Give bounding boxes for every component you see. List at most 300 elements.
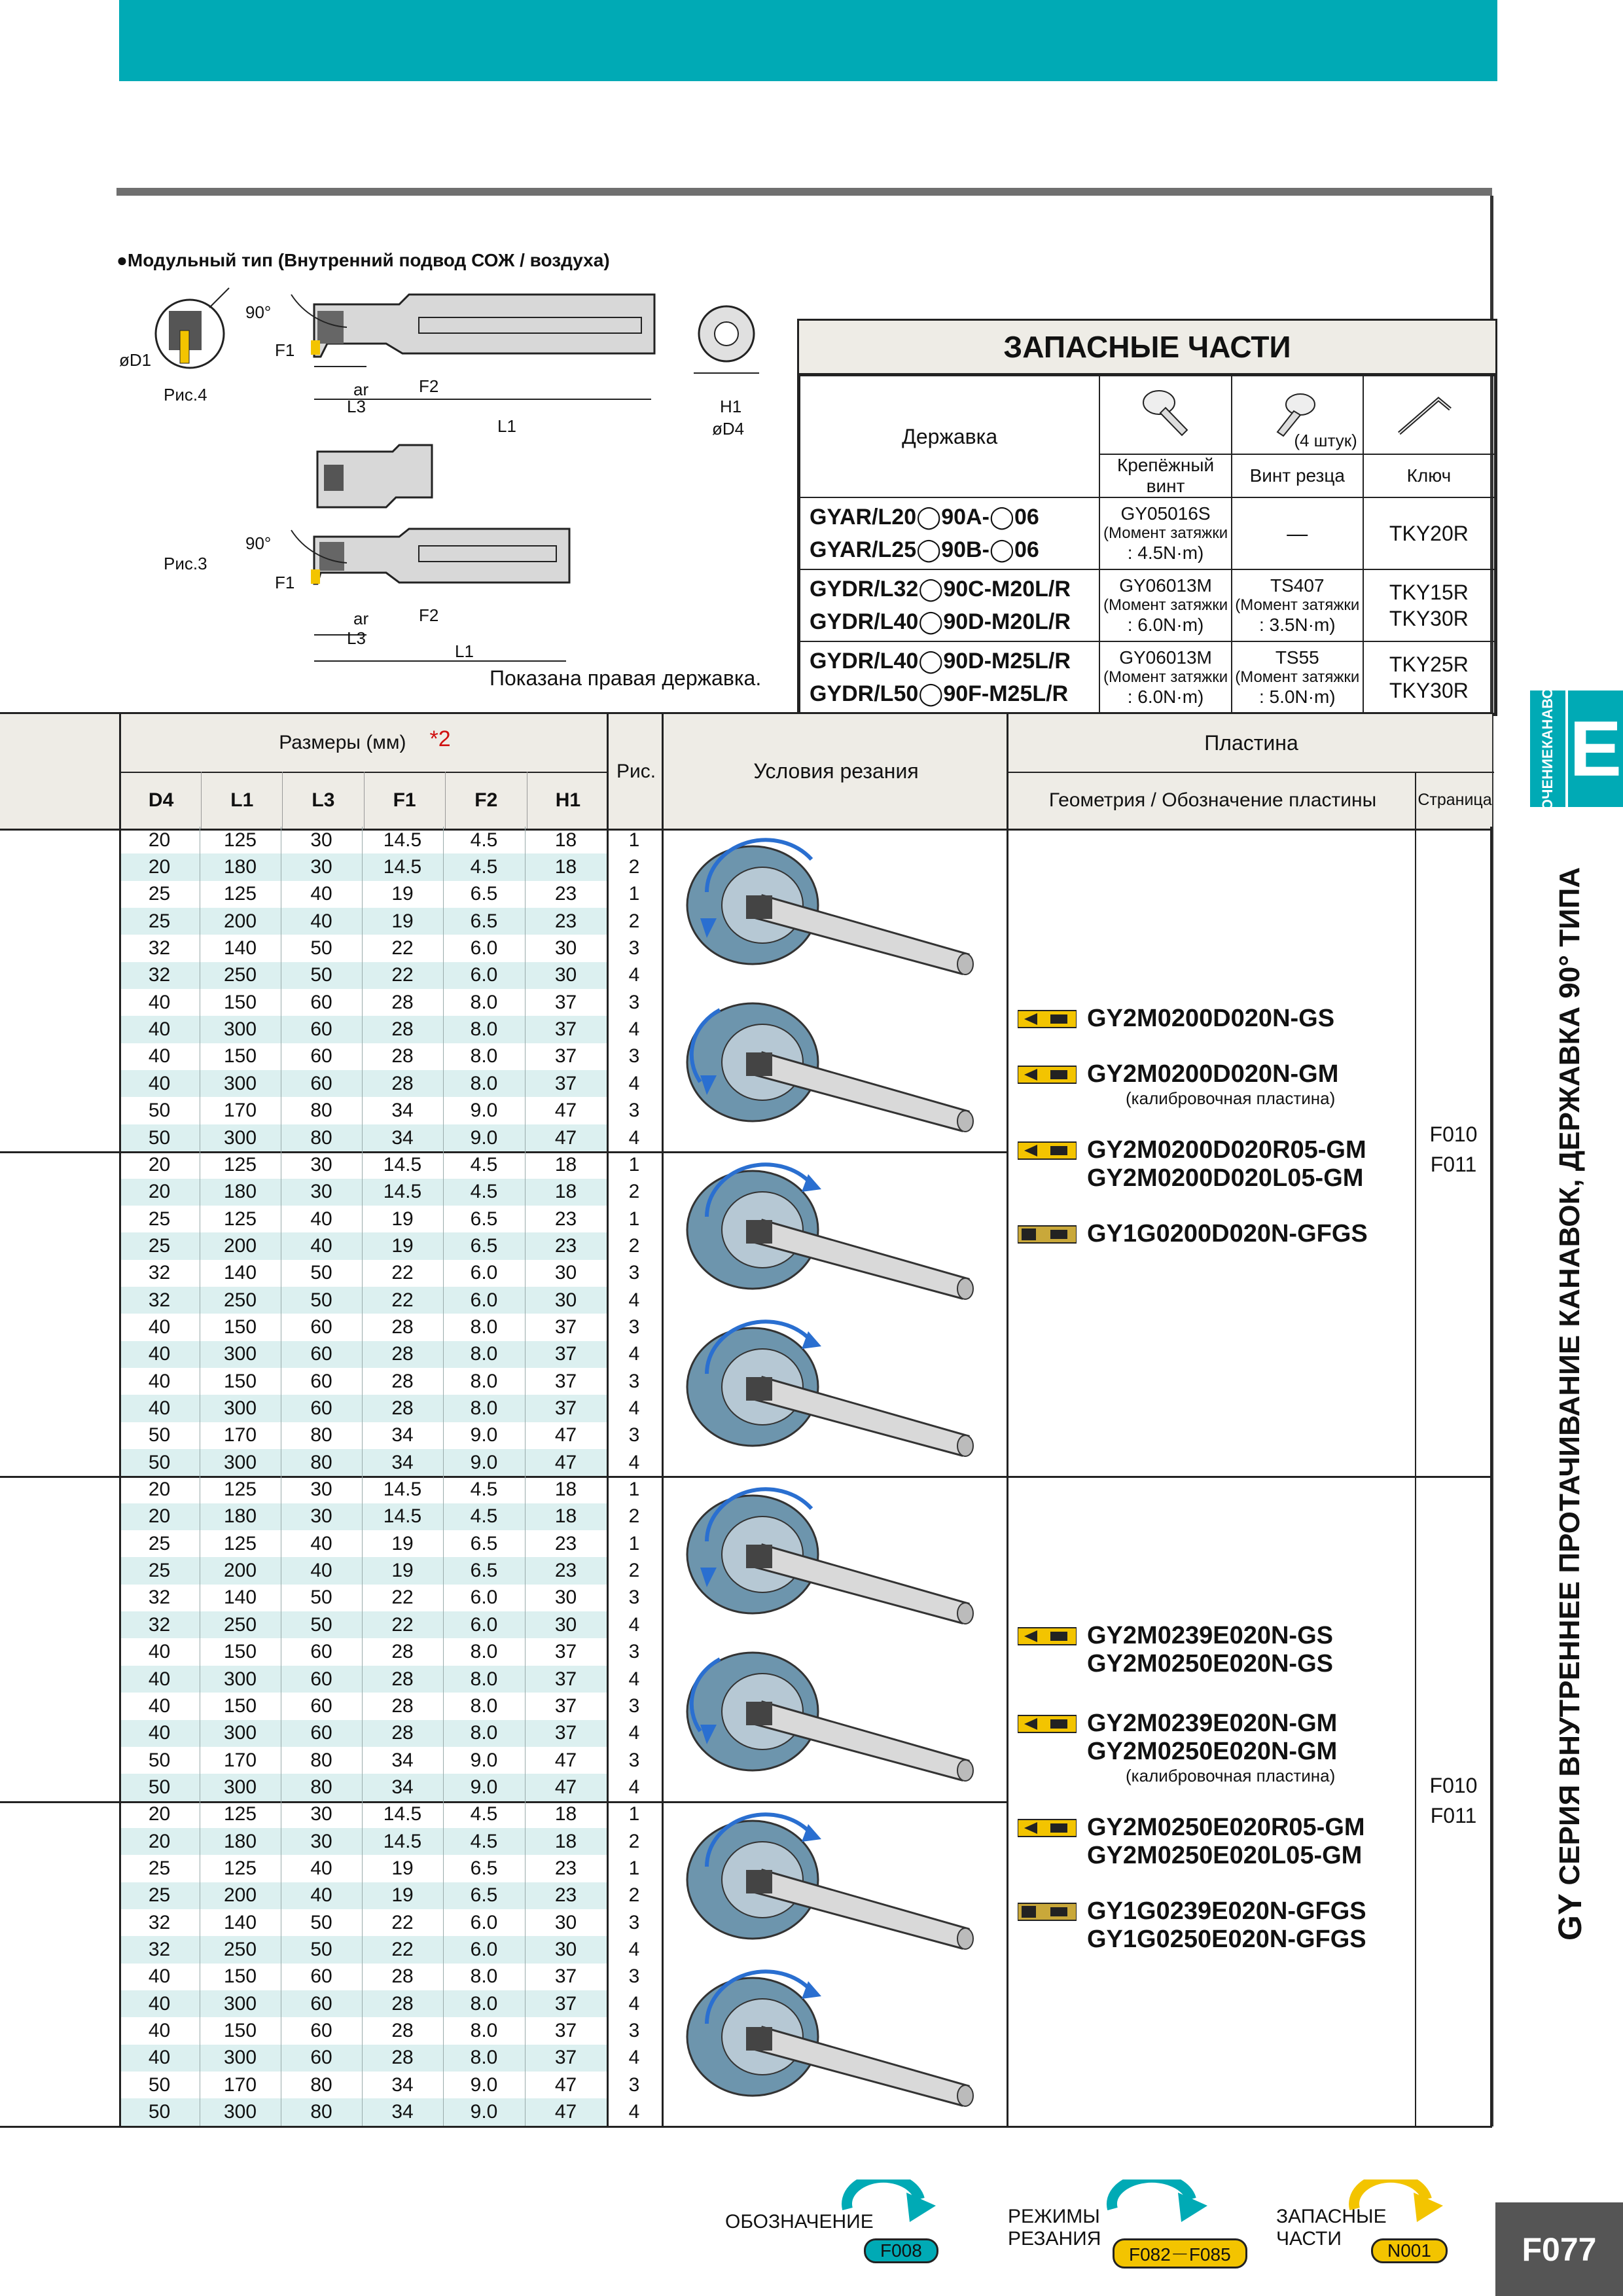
dim-cell: 150 xyxy=(223,1045,257,1067)
insert-group-divider xyxy=(1007,1476,1492,1478)
dim-cell: 60 xyxy=(310,1965,332,1988)
dim-cell: 28 xyxy=(391,1992,414,2015)
holder-drawings xyxy=(111,281,798,700)
dim-cell: 22 xyxy=(391,1587,414,1609)
dim-cell: 8.0 xyxy=(470,2020,498,2042)
dim-cell: 125 xyxy=(223,1803,257,1825)
dim-cell: 140 xyxy=(223,1911,257,1933)
torque-value: : 5.0N·m) xyxy=(1258,687,1336,707)
dim-cell: 20 xyxy=(148,829,171,851)
dim-cell: 6.5 xyxy=(470,910,498,932)
dim-cell: 40 xyxy=(148,1072,171,1094)
designation-page-link[interactable]: F008 xyxy=(864,2238,938,2263)
dim-cell: 8.0 xyxy=(470,1072,498,1094)
page-header: Страница xyxy=(1415,772,1493,829)
section-tab-text: ТОЧЕНИЕ КАНАВОК xyxy=(1530,691,1565,807)
torque-note: (Момент затяжки xyxy=(1235,668,1360,686)
fig-cell: 2 xyxy=(628,1505,640,1528)
fig4-end-view xyxy=(156,288,229,368)
dims-header: Размеры (мм) *2 xyxy=(119,714,609,773)
fig-cell: 4 xyxy=(628,964,640,986)
section-divider xyxy=(116,188,1492,196)
holder-code: GYDR/L40◯90D-M20L/R xyxy=(810,609,1071,634)
dim-cell: 23 xyxy=(554,1560,577,1582)
dim-cell: 8.0 xyxy=(470,1722,498,1744)
dim-cell: 37 xyxy=(554,1397,577,1420)
dim-cell: 40 xyxy=(310,910,332,932)
insert-item: GY2M0200D020R05-GM xyxy=(1018,1136,1410,1164)
dim-cell: 23 xyxy=(554,1532,577,1554)
dim-cell: 28 xyxy=(391,991,414,1013)
dim-cell: 9.0 xyxy=(470,1126,498,1149)
dim-cell: 30 xyxy=(310,1181,332,1203)
d1-label: øD1 xyxy=(119,350,152,370)
insert-list-group-2 xyxy=(1018,1622,1410,1954)
dim-cell: 18 xyxy=(554,1830,577,1852)
cutting-condition-icon xyxy=(681,1315,995,1465)
angle-label-fig3: 90° xyxy=(245,533,272,553)
dim-cell: 37 xyxy=(554,1316,577,1338)
insert-gs-icon xyxy=(1018,1625,1077,1647)
fig-cell: 3 xyxy=(628,1587,640,1609)
dim-cell: 47 xyxy=(554,1749,577,1771)
dim-cell: 170 xyxy=(223,1100,257,1122)
dim-cell: 60 xyxy=(310,1018,332,1041)
dim-cell: 14.5 xyxy=(383,1479,422,1501)
fig-cell: 3 xyxy=(628,991,640,1013)
fig-cell: 1 xyxy=(628,1208,640,1230)
dim-cell: 60 xyxy=(310,1072,332,1094)
dim-cell: 22 xyxy=(391,937,414,960)
dim-cell: 6.5 xyxy=(470,883,498,905)
col-header-clamp-screw: Крепёжный винт xyxy=(1099,454,1231,497)
dim-cell: 150 xyxy=(223,1965,257,1988)
fig-cell: 4 xyxy=(628,2047,640,2069)
geometry-header: Геометрия / Обозначение пластины xyxy=(1007,772,1417,829)
dims-subheader xyxy=(119,772,609,829)
dim-cell: 22 xyxy=(391,1289,414,1311)
section-title: ●Модульный тип (Внутренний подвод СОЖ / воздуха) xyxy=(116,250,610,270)
right-holder-note: Показана правая державка. xyxy=(490,666,762,690)
dim-cell: 60 xyxy=(310,1722,332,1744)
dim-cell: 6.5 xyxy=(470,1208,498,1230)
dim-cell: 25 xyxy=(148,1560,171,1582)
dim-cell: 60 xyxy=(310,1641,332,1663)
fig-cell: 2 xyxy=(628,1181,640,1203)
dim-cell: 14.5 xyxy=(383,1505,422,1528)
dim-cell: 32 xyxy=(148,937,171,960)
page-ref-group-2: F010 F011 xyxy=(1429,1774,1478,1827)
dim-cell: 300 xyxy=(223,1397,257,1420)
dim-cell: 50 xyxy=(310,1289,332,1311)
designation-label: ОБОЗНАЧЕНИЕ xyxy=(725,2211,874,2233)
dim-cell: 4.5 xyxy=(470,1181,498,1203)
insert-item: GY2M0239E020N-GS xyxy=(1018,1622,1410,1650)
torque-value: : 6.0N·m) xyxy=(1127,687,1204,707)
dim-cell: 180 xyxy=(223,1181,257,1203)
insert-item: GY2M0250E020R05-GM xyxy=(1018,1814,1410,1842)
fig-cell: 4 xyxy=(628,1072,640,1094)
dim-cell: 14.5 xyxy=(383,1181,422,1203)
dim-cell: 8.0 xyxy=(470,1992,498,2015)
dim-cell: 4.5 xyxy=(470,1153,498,1175)
dim-cell: 20 xyxy=(148,856,171,878)
dim-cell: 22 xyxy=(391,964,414,986)
dim-cell: 9.0 xyxy=(470,1100,498,1122)
modes-page-link[interactable]: F082－F085 xyxy=(1113,2238,1247,2269)
dim-cell: 300 xyxy=(223,1126,257,1149)
dim-cell: 18 xyxy=(554,1505,577,1528)
dim-cell: 18 xyxy=(554,1803,577,1825)
dim-cell: 23 xyxy=(554,883,577,905)
insert-gm-r-icon xyxy=(1018,1817,1077,1839)
dim-cell: 300 xyxy=(223,1343,257,1365)
dim-cell: 140 xyxy=(223,1262,257,1284)
spare-parts-grid xyxy=(799,375,1495,714)
col-f2: F2 xyxy=(446,772,527,829)
dim-cell: 18 xyxy=(554,1479,577,1501)
dim-cell: 50 xyxy=(148,1100,171,1122)
shank-end-view xyxy=(694,306,759,373)
cutting-condition-icon xyxy=(681,833,995,984)
dim-cell: 19 xyxy=(391,1532,414,1554)
dim-cell: 30 xyxy=(554,1587,577,1609)
dim-cell: 28 xyxy=(391,1045,414,1067)
dim-cell: 37 xyxy=(554,2020,577,2042)
dim-cell: 20 xyxy=(148,1505,171,1528)
spare-page-link[interactable]: N001 xyxy=(1371,2238,1448,2263)
dim-cell: 47 xyxy=(554,2073,577,2096)
fig-cell: 4 xyxy=(628,1343,640,1365)
dim-cell: 30 xyxy=(554,1613,577,1636)
dim-cell: 25 xyxy=(148,1857,171,1879)
ar-label-fig3: ar xyxy=(353,609,369,628)
dim-cell: 150 xyxy=(223,2020,257,2042)
dim-cell: 19 xyxy=(391,1234,414,1257)
dim-cell: 6.0 xyxy=(470,1262,498,1284)
insert-gs-icon xyxy=(1018,1008,1077,1030)
fig-cell: 4 xyxy=(628,1722,640,1744)
dim-cell: 32 xyxy=(148,1289,171,1311)
dim-cell: 37 xyxy=(554,1695,577,1717)
dim-cell: 60 xyxy=(310,2020,332,2042)
dim-cell: 14.5 xyxy=(383,856,422,878)
f1-label-fig4: F1 xyxy=(275,340,295,360)
fig-cell: 1 xyxy=(628,883,640,905)
fig-cell: 4 xyxy=(628,1397,640,1420)
dim-cell: 19 xyxy=(391,1884,414,1907)
fig-cell: 3 xyxy=(628,1262,640,1284)
dim-cell: 8.0 xyxy=(470,991,498,1013)
insert-gm-icon xyxy=(1018,1064,1077,1086)
dim-cell: 150 xyxy=(223,991,257,1013)
holder-header: Державка xyxy=(800,376,1099,497)
fig-cell: 3 xyxy=(628,2073,640,2096)
dim-cell: 4.5 xyxy=(470,829,498,851)
dim-cell: 300 xyxy=(223,2047,257,2069)
col-header-cutter-screw: Винт резца xyxy=(1232,454,1363,497)
dim-cell: 170 xyxy=(223,1749,257,1771)
holder-code: GYDR/L50◯90F-M25L/R xyxy=(810,681,1069,706)
fig4-side-view xyxy=(291,295,654,399)
dim-cell: 40 xyxy=(148,1045,171,1067)
dim-cell: 40 xyxy=(148,1343,171,1365)
fig3-label: Рис.3 xyxy=(164,554,207,573)
dim-cell: 150 xyxy=(223,1641,257,1663)
dim-cell: 4.5 xyxy=(470,1803,498,1825)
dim-cell: 34 xyxy=(391,2073,414,2096)
key-code: TKY25R xyxy=(1389,653,1469,676)
dim-cell: 23 xyxy=(554,1884,577,1907)
torque-value: : 3.5N·m) xyxy=(1258,615,1336,635)
dim-cell: 40 xyxy=(310,1560,332,1582)
dim-cell: 300 xyxy=(223,1451,257,1473)
dim-cell: 28 xyxy=(391,1641,414,1663)
fig-cell: 1 xyxy=(628,829,640,851)
fig-cell: 4 xyxy=(628,1018,640,1041)
dim-cell: 125 xyxy=(223,1532,257,1554)
cutter-screw-code: — xyxy=(1232,497,1363,569)
key-code: TKY15R xyxy=(1389,581,1469,604)
col-h1: H1 xyxy=(555,789,581,811)
dim-cell: 50 xyxy=(148,1126,171,1149)
l1-label-fig4: L1 xyxy=(497,416,516,436)
dim-cell: 34 xyxy=(391,1749,414,1771)
designation-arrow-icon xyxy=(841,2179,939,2232)
dim-cell: 32 xyxy=(148,1262,171,1284)
dim-cell: 6.0 xyxy=(470,1939,498,1961)
dim-cell: 8.0 xyxy=(470,1343,498,1365)
dim-cell: 34 xyxy=(391,1424,414,1446)
dim-cell: 37 xyxy=(554,1045,577,1067)
f2-label-fig4: F2 xyxy=(419,376,439,396)
dim-cell: 23 xyxy=(554,910,577,932)
dim-cell: 60 xyxy=(310,991,332,1013)
col-l1: L1 xyxy=(202,772,283,829)
dim-cell: 32 xyxy=(148,1911,171,1933)
l3-label-fig3: L3 xyxy=(347,628,366,648)
fig-cell: 2 xyxy=(628,1560,640,1582)
dim-cell: 28 xyxy=(391,1370,414,1392)
dim-cell: 18 xyxy=(554,1181,577,1203)
dim-cell: 60 xyxy=(310,1370,332,1392)
dim-cell: 6.5 xyxy=(470,1884,498,1907)
dim-cell: 28 xyxy=(391,1397,414,1420)
torque-note: (Момент затяжки xyxy=(1103,668,1228,686)
dim-cell: 300 xyxy=(223,1018,257,1041)
l1-label-fig3: L1 xyxy=(455,641,474,661)
torque-note: (Момент затяжки xyxy=(1103,596,1228,614)
col-f1: F1 xyxy=(365,772,446,829)
dim-cell: 50 xyxy=(148,2101,171,2123)
dim-cell: 60 xyxy=(310,1045,332,1067)
dim-cell: 30 xyxy=(310,1505,332,1528)
dim-cell: 60 xyxy=(310,1397,332,1420)
holder-code: GYAR/L20◯90A-◯06 xyxy=(810,505,1039,529)
dim-cell: 25 xyxy=(148,1234,171,1257)
dim-cell: 28 xyxy=(391,1316,414,1338)
dim-cell: 40 xyxy=(148,1992,171,2015)
l3-label-fig4: L3 xyxy=(347,397,366,416)
dim-cell: 60 xyxy=(310,1668,332,1690)
dim-cell: 30 xyxy=(554,1939,577,1961)
dim-cell: 30 xyxy=(310,1803,332,1825)
spare-row xyxy=(800,497,1495,569)
insert-item-line-2: GY2M0200D020L05-GM xyxy=(1087,1164,1364,1192)
insert-item-line-2: GY1G0250E020N-GFGS xyxy=(1087,1926,1366,1953)
torque-note: (Момент затяжки xyxy=(1235,596,1360,614)
dim-cell: 23 xyxy=(554,1234,577,1257)
dim-cell: 9.0 xyxy=(470,1451,498,1473)
column-line xyxy=(662,827,664,2126)
fig-cell: 2 xyxy=(628,910,640,932)
dim-cell: 300 xyxy=(223,1776,257,1798)
dim-cell: 28 xyxy=(391,1695,414,1717)
dim-cell: 30 xyxy=(310,856,332,878)
fig3-side-view xyxy=(291,529,569,661)
section-tab-letter: E xyxy=(1568,691,1623,807)
dim-cell: 18 xyxy=(554,1153,577,1175)
cutting-condition-icon xyxy=(681,1640,995,1790)
page-ref-group-1: F010 F011 xyxy=(1429,1122,1478,1176)
dim-cell: 8.0 xyxy=(470,1397,498,1420)
fig-header: Рис. xyxy=(607,714,664,829)
dim-cell: 8.0 xyxy=(470,1018,498,1041)
top-color-band xyxy=(119,0,1497,81)
dim-cell: 40 xyxy=(310,1532,332,1554)
vertical-title xyxy=(1551,821,1590,1986)
dim-cell: 25 xyxy=(148,910,171,932)
dim-cell: 150 xyxy=(223,1316,257,1338)
dim-cell: 40 xyxy=(310,1857,332,1879)
fig-cell: 1 xyxy=(628,1803,640,1825)
hex-key-icon xyxy=(1393,386,1465,439)
fig-cell: 4 xyxy=(628,1992,640,2015)
dim-cell: 80 xyxy=(310,1749,332,1771)
dim-cell: 20 xyxy=(148,1181,171,1203)
fig-cell: 3 xyxy=(628,1424,640,1446)
dim-cell: 300 xyxy=(223,2101,257,2123)
dim-cell: 22 xyxy=(391,1613,414,1636)
dim-cell: 20 xyxy=(148,1803,171,1825)
dim-cell: 125 xyxy=(223,1208,257,1230)
dim-cell: 6.0 xyxy=(470,1587,498,1609)
cutting-condition-icon xyxy=(681,1808,995,1958)
f1-label-fig3: F1 xyxy=(275,573,295,592)
dim-cell: 125 xyxy=(223,883,257,905)
dim-cell: 28 xyxy=(391,1018,414,1041)
dim-cell: 30 xyxy=(554,937,577,960)
dim-cell: 22 xyxy=(391,1262,414,1284)
dim-cell: 28 xyxy=(391,2047,414,2069)
fig-cell: 1 xyxy=(628,1153,640,1175)
dim-cell: 300 xyxy=(223,1072,257,1094)
dim-cell: 50 xyxy=(310,1911,332,1933)
dim-cell: 30 xyxy=(310,1479,332,1501)
dim-cell: 40 xyxy=(148,1668,171,1690)
dim-cell: 28 xyxy=(391,1965,414,1988)
dim-cell: 28 xyxy=(391,1722,414,1744)
fig-cell: 3 xyxy=(628,937,640,960)
dim-cell: 50 xyxy=(148,1776,171,1798)
spare-arrow-icon xyxy=(1348,2179,1446,2232)
column-line xyxy=(525,827,526,2126)
column-line xyxy=(362,827,363,2126)
dim-cell: 37 xyxy=(554,1018,577,1041)
dim-cell: 37 xyxy=(554,1965,577,1988)
main-table-header xyxy=(0,712,1492,831)
dim-cell: 47 xyxy=(554,2101,577,2123)
insert-gm-r-icon xyxy=(1018,1139,1077,1162)
dim-cell: 22 xyxy=(391,1939,414,1961)
dim-cell: 140 xyxy=(223,937,257,960)
dim-cell: 28 xyxy=(391,1668,414,1690)
dim-cell: 6.0 xyxy=(470,1613,498,1636)
dim-cell: 6.0 xyxy=(470,964,498,986)
dim-cell: 8.0 xyxy=(470,1695,498,1717)
holder-code: GYDR/L40◯90D-M25L/R xyxy=(810,649,1071,673)
dim-cell: 32 xyxy=(148,1613,171,1636)
dim-cell: 4.5 xyxy=(470,1505,498,1528)
torque-note: (Момент затяжки xyxy=(1103,524,1228,542)
dim-cell: 50 xyxy=(148,1424,171,1446)
cutting-condition-icon xyxy=(681,1482,995,1633)
insert-item: GY1G0239E020N-GFGS xyxy=(1018,1897,1410,1926)
dim-cell: 40 xyxy=(148,1695,171,1717)
dim-cell: 40 xyxy=(148,1397,171,1420)
dim-cell: 200 xyxy=(223,1234,257,1257)
dim-cell: 30 xyxy=(554,1289,577,1311)
dim-cell: 6.0 xyxy=(470,937,498,960)
dim-cell: 9.0 xyxy=(470,1749,498,1771)
dim-cell: 25 xyxy=(148,883,171,905)
fig-cell: 2 xyxy=(628,1234,640,1257)
dim-cell: 19 xyxy=(391,910,414,932)
dim-cell: 50 xyxy=(310,937,332,960)
dim-cell: 40 xyxy=(310,1208,332,1230)
dim-cell: 37 xyxy=(554,991,577,1013)
dim-cell: 8.0 xyxy=(470,1370,498,1392)
fig-cell: 3 xyxy=(628,1911,640,1933)
clamp-screw-icon xyxy=(1136,383,1195,442)
fig-cell: 3 xyxy=(628,1370,640,1392)
dim-cell: 37 xyxy=(554,1370,577,1392)
dim-cell: 170 xyxy=(223,1424,257,1446)
fig-cell: 4 xyxy=(628,1613,640,1636)
clamp-screw-code: GY06013M xyxy=(1119,647,1212,668)
section-tab xyxy=(1530,679,1623,819)
dim-cell: 47 xyxy=(554,1776,577,1798)
dim-cell: 6.0 xyxy=(470,1911,498,1933)
dim-cell: 4.5 xyxy=(470,856,498,878)
dims-footnote: *2 xyxy=(429,726,451,751)
dim-cell: 47 xyxy=(554,1424,577,1446)
dim-cell: 19 xyxy=(391,883,414,905)
dim-cell: 40 xyxy=(148,1965,171,1988)
spare-parts-table xyxy=(797,319,1497,716)
screw-icon-cell xyxy=(1099,376,1231,454)
dim-cell: 300 xyxy=(223,1668,257,1690)
fig-cell: 4 xyxy=(628,2101,640,2123)
dim-cell: 25 xyxy=(148,1884,171,1907)
dim-cell: 50 xyxy=(148,1451,171,1473)
dim-cell: 40 xyxy=(310,883,332,905)
fig-cell: 1 xyxy=(628,1857,640,1879)
dim-cell: 8.0 xyxy=(470,1045,498,1067)
cutter-screw-code: TS407 xyxy=(1270,575,1325,596)
dim-cell: 250 xyxy=(223,964,257,986)
modes-label: РЕЖИМЫ РЕЗАНИЯ xyxy=(1008,2206,1101,2250)
